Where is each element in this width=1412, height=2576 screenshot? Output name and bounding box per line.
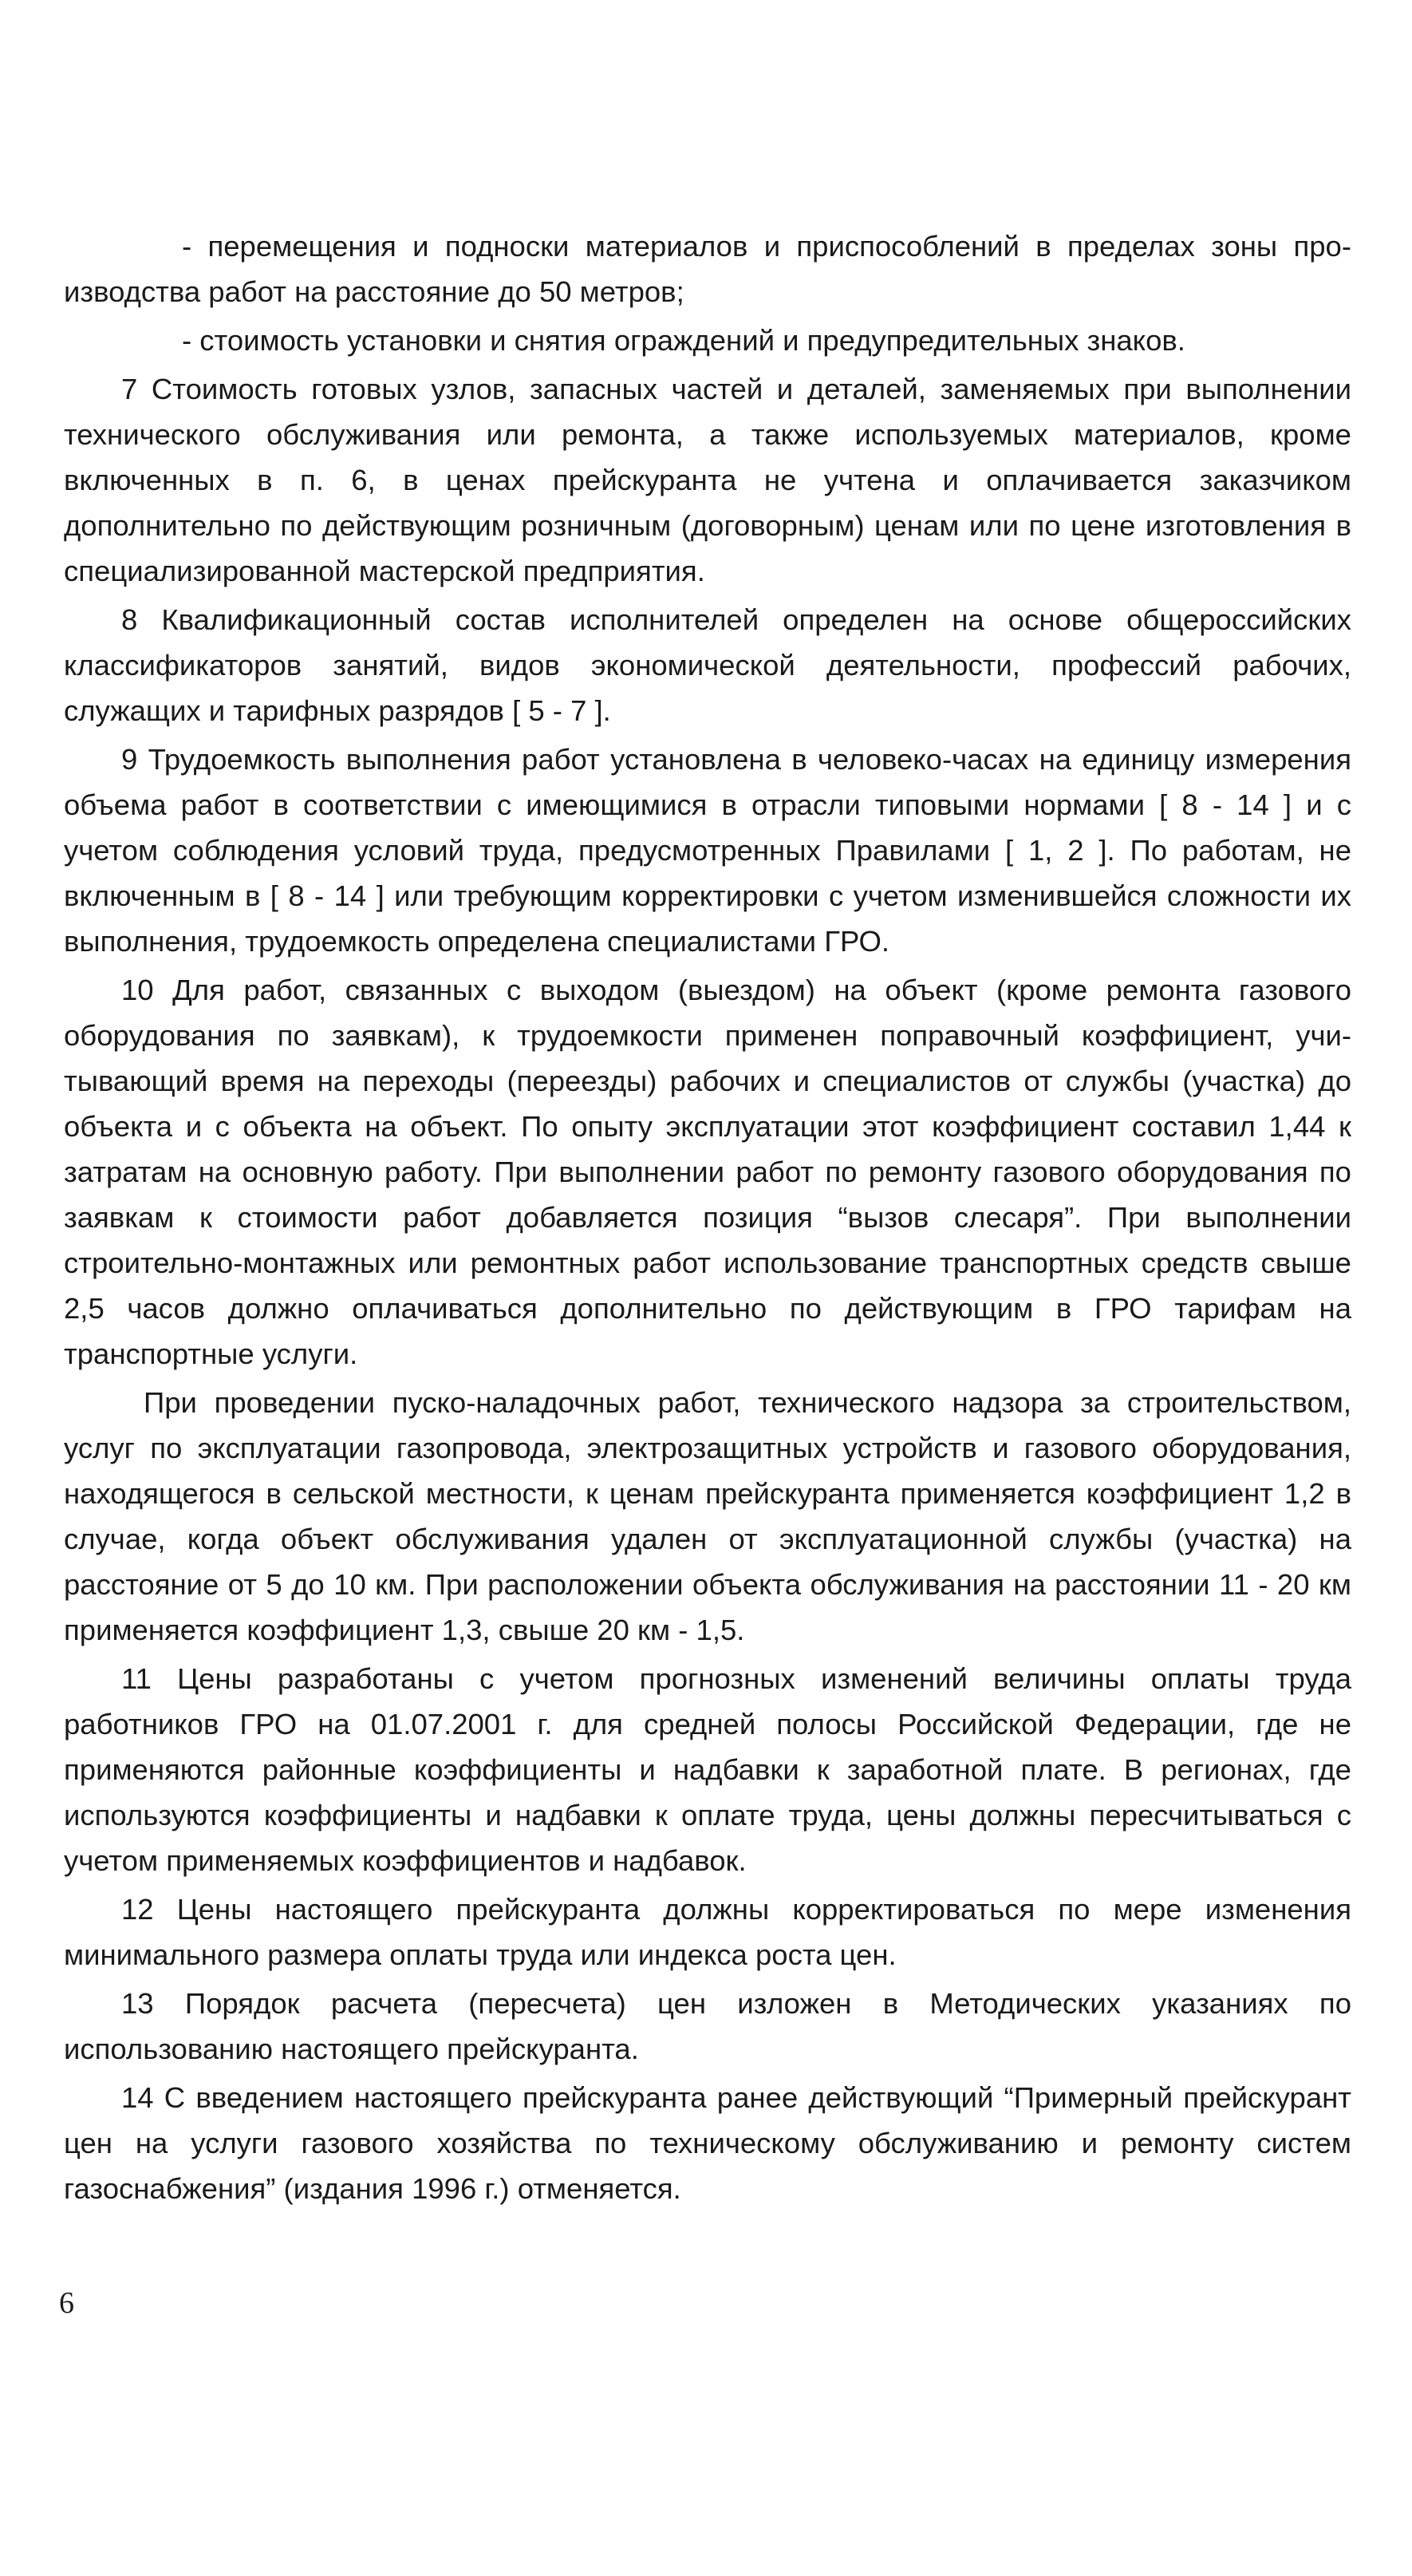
- paragraph-item-12: 12 Цены настоящего прейскуранта должны корректироваться по мере изменения минимального размера оплаты труда или индекса роста цен.: [64, 1893, 1351, 1971]
- paragraph-fencing-cost: - стоимость установки и снятия ограждений и предупредительных знаков.: [182, 324, 1185, 357]
- paragraph-item-7: 7 Стоимость готовых узлов, запасных частей и деталей, заменяемых при выполнении технического обслуживания или ремонта, а также используемых материалов, кроме включенных в п. 6, в ценах прейскуранта не учтена и оплачивается заказчиком дополнительно по действующим розничным (договорным) ценам или по цене изготовления в специализированной мастерской предприятия.: [64, 373, 1351, 587]
- paragraph-item-9: 9 Трудоемкость выполнения работ установлена в человеко-часах на единицу измерения объема работ в соответствии с имеющимися в отрасли типовыми нормами [ 8 - 14 ] и с учетом соблюдения условий труда, предусмотренных Правилами [ 1, 2 ]. По работам, не включенным в [ 8 - 14 ] или требующим корректировки с учетом изменившейся сложности их выполнения, трудоемкость определена специалистами ГРО.: [64, 743, 1351, 958]
- paragraph-item-14: 14 С введением настоящего прейскуранта ранее действующий “Примерный прейскурант цен на услуги газового хозяйства по техническому обслуживанию и ремонту систем газоснабжения” (издания 1996 г.) отменяется.: [64, 2081, 1351, 2205]
- paragraph-rural-coefficient: При проведении пуско-наладочных работ, технического надзора за строительством, услуг по эксплуатации газопровода, электрозащитных устройств и газового оборудования, находящегося в сельской местности, к ценам прейскуранта применяется коэффициент 1,2 в случае, когда объект обслуживания удален от эксплуатационной службы (участка) на расстояние от 5 до 10 км. При расположении объекта обслуживания на расстоянии 11 - 20 км применяется коэффициент 1,3, свыше 20 км - 1,5.: [64, 1386, 1351, 1646]
- paragraph-item-13: 13 Порядок расчета (пересчета) цен изложен в Методических указаниях по использованию настоящего прейскуранта.: [64, 1987, 1351, 2065]
- paragraph-material-transfer: - перемещения и подноски материалов и приспособлений в пределах зоны производства работ на расстояние до 50 метров;: [64, 230, 1351, 308]
- document-body: [64, 223, 1351, 2214]
- paragraph-item-8: 8 Квалификационный состав исполнителей определен на основе общероссийских классификаторов занятий, видов экономической деятельности, профессий рабочих, служащих и тарифных разрядов [ 5 - 7 ].: [64, 603, 1351, 727]
- paragraph-item-10: 10 Для работ, связанных с выходом (выездом) на объект (кроме ремонта газового оборудования по заявкам), к трудоемкости применен поправочный коэффициент, учитывающий время на переходы (переезды) рабочих и специалистов от службы (участка) до объекта и с объекта на объект. По опыту эксплуатации этот коэффициент составил 1,44 к затратам на основную работу. При выполнении работ по ремонту газового оборудования по заявкам к стоимости работ добавляется позиция “вызов слесаря”. При выполнении строительно-монтажных или ремонтных работ использование транспортных средств свыше 2,5 часов должно оплачиваться дополнительно по действующим в ГРО тарифам на транспортные услуги.: [64, 974, 1351, 1370]
- paragraph-item-11: 11 Цены разработаны с учетом прогнозных изменений величины оплаты труда работников ГРО на 01.07.2001 г. для средней полосы Российской Федерации, где не применяются районные коэффициенты и надбавки к заработной плате. В регионах, где используются коэффициенты и надбавки к оплате труда, цены должны пересчитываться с учетом применяемых коэффициентов и надбавок.: [64, 1662, 1351, 1877]
- page-number: 6: [59, 2286, 74, 2320]
